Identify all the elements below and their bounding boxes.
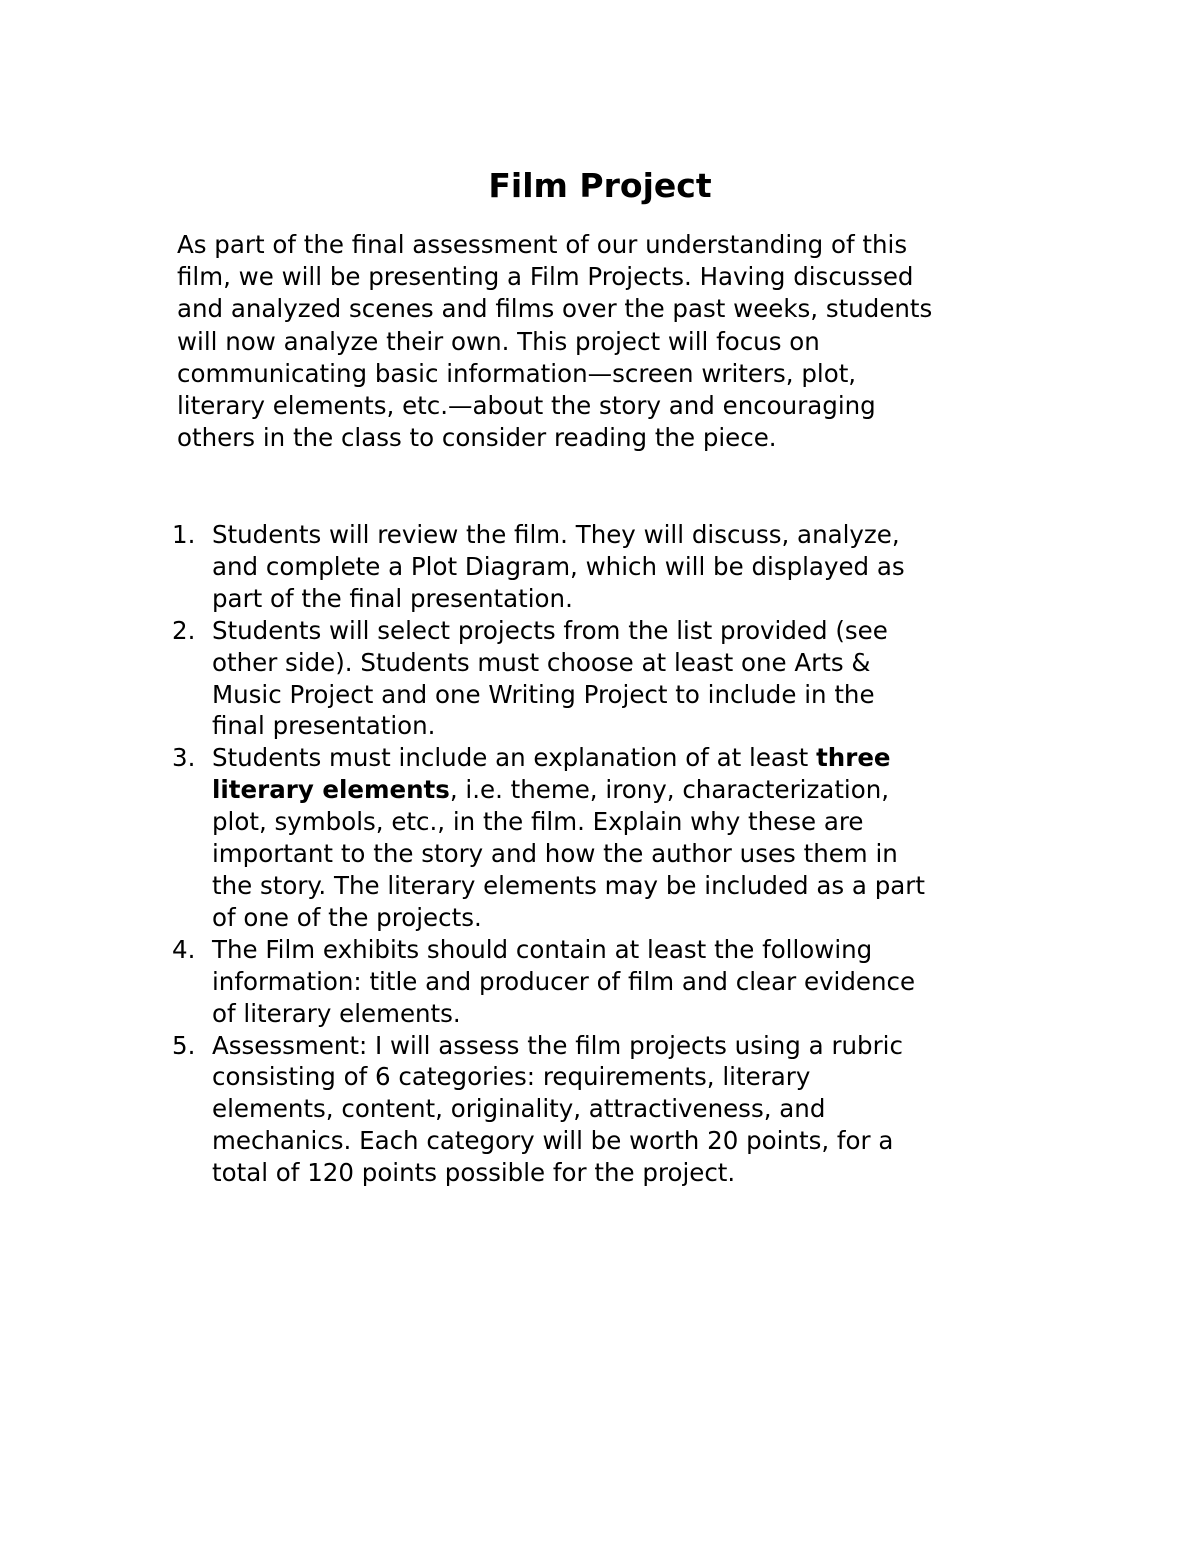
list-item-line: of one of the projects. — [212, 902, 482, 932]
list-item-line: consisting of 6 categories: requirements, literary — [212, 1062, 811, 1092]
list-item-number: 1. — [172, 520, 196, 549]
list-item-line: important to the story and how the author uses them in — [212, 839, 898, 869]
intro-line: As part of the final assessment of our understanding of this — [177, 230, 908, 259]
list-item-line: the story. The literary elements may be included as a part — [212, 870, 925, 900]
intro-line: film, we will be presenting a Film Projects. Having discussed — [177, 262, 914, 292]
list-item-line: Music Project and one Writing Project to include in the — [212, 679, 875, 709]
list-item-number: 2. — [172, 615, 196, 645]
intro-line: others in the class to consider reading the piece. — [177, 423, 777, 453]
intro-line: communicating basic information—screen writers, plot, — [177, 358, 857, 388]
emphasis-text: literary elements — [212, 775, 450, 805]
intro-line: and analyzed scenes and films over the past weeks, students — [177, 294, 933, 324]
list-item-2 — [0, 615, 1200, 743]
intro-line: literary elements, etc.—about the story and encouraging — [177, 391, 876, 421]
requirements-list — [0, 519, 1200, 1189]
list-item-line: Students will select projects from the list provided (see — [212, 615, 888, 645]
list-item-4 — [0, 934, 1200, 1030]
list-item-line: plot, symbols, etc., in the film. Explain why these are — [212, 807, 864, 837]
list-item-line: total of 120 points possible for the project. — [212, 1158, 736, 1188]
list-item-3 — [0, 742, 1200, 933]
emphasis-text: three — [816, 743, 891, 773]
list-item-1 — [0, 519, 1200, 615]
list-item-line: Assessment: I will assess the film projects using a rubric — [212, 1030, 903, 1060]
list-item-number: 4. — [172, 934, 196, 964]
list-item-line: mechanics. Each category will be worth 20 points, for a — [212, 1126, 894, 1156]
list-item-line — [212, 774, 1200, 806]
intro-line: will now analyze their own. This project will focus on — [177, 326, 820, 356]
intro-paragraph — [177, 229, 1037, 454]
list-item-text: , i.e. theme, irony, characterization, — [449, 775, 890, 805]
list-item-line: and complete a Plot Diagram, which will be displayed as — [212, 551, 905, 581]
list-item-text: Students must include an explanation of at least — [212, 743, 817, 773]
list-item-line: final presentation. — [212, 711, 436, 741]
list-item-line: of literary elements. — [212, 998, 461, 1028]
list-item-5 — [0, 1030, 1200, 1190]
document-title: Film Project — [488, 166, 712, 205]
list-item-line: Students will review the film. They will discuss, analyze, — [212, 520, 900, 549]
list-item-line: The Film exhibits should contain at least the following — [212, 934, 873, 964]
list-item-line — [212, 742, 1200, 774]
list-item-number: 3. — [172, 743, 196, 773]
list-item-line: other side). Students must choose at least one Arts & — [212, 647, 871, 677]
list-item-line: elements, content, originality, attractiveness, and — [212, 1094, 826, 1124]
list-item-number: 5. — [172, 1030, 196, 1060]
list-item-line: part of the final presentation. — [212, 583, 573, 613]
list-item-line: information: title and producer of film and clear evidence — [212, 966, 916, 996]
